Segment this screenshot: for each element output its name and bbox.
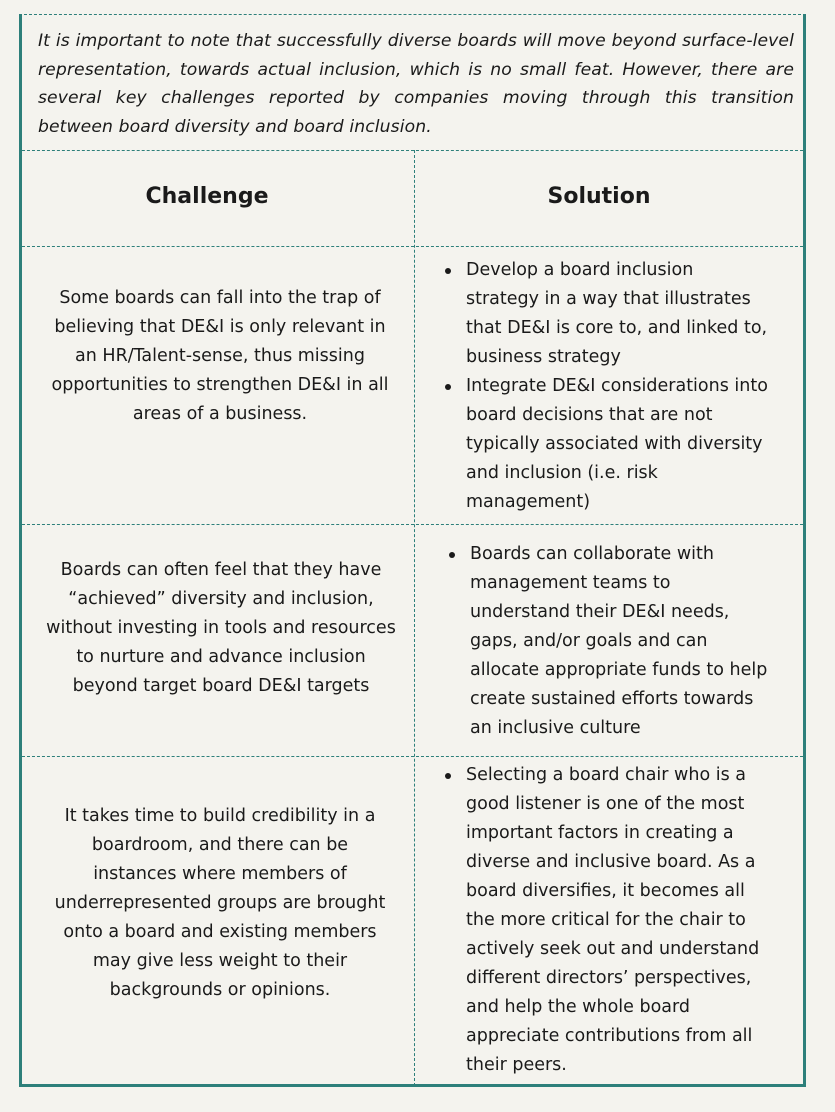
- divider-header-top: [22, 150, 803, 151]
- challenge-cell-3: It takes time to build credibility in a boardroom, and there can be instances where members of underrepresented groups are brought onto a board and existing members may give less weight to their backgrounds or opinions.: [54, 806, 386, 1000]
- solution-item: Develop a board inclusion strategy in a way that illustrates that DE&I is core to, and linked to, business strategy: [440, 256, 770, 372]
- divider-header-bottom: [22, 246, 803, 247]
- solution-item: Boards can collaborate with management teams to understand their DE&I needs, gaps, and/or goals and can allocate appropriate funds to help create sustained efforts towards an inclusive culture: [444, 540, 774, 743]
- solution-list-3: [440, 761, 770, 1080]
- header-challenge: Challenge: [145, 184, 269, 209]
- divider-row-2: [22, 756, 803, 757]
- solution-item: Selecting a board chair who is a good listener is one of the most important factors in creating a diverse and inclusive board. As a board diversifies, it becomes all the more critical for the chair to actively seek out and understand different directors’ perspectives, and help the whole board appreciate contributions from all their peers.: [440, 761, 770, 1080]
- challenge-cell-1: Some boards can fall into the trap of believing that DE&I is only relevant in an HR/Talent-sense, thus missing opportunities to strengthen DE&I in all areas of a business.: [51, 288, 389, 424]
- column-divider: [414, 150, 415, 1086]
- solution-list-1: [440, 256, 770, 517]
- challenge-cell-2: Boards can often feel that they have “achieved” diversity and inclusion, without investing in tools and resources to nurture and advance inclusion beyond target board DE&I targets: [46, 560, 396, 696]
- solution-list-2: [444, 540, 774, 743]
- header-solution: Solution: [547, 184, 651, 209]
- divider-row-1: [22, 524, 803, 525]
- intro-text: It is important to note that successfully diverse boards will move beyond surface-level representation, towards actual inclusion, which is no small feat. However, there are several key challenges reported by companies moving through this transition between board diversity and board inclusion.: [38, 31, 794, 137]
- solution-item: Integrate DE&I considerations into board decisions that are not typically associated with diversity and inclusion (i.e. risk management): [440, 372, 770, 517]
